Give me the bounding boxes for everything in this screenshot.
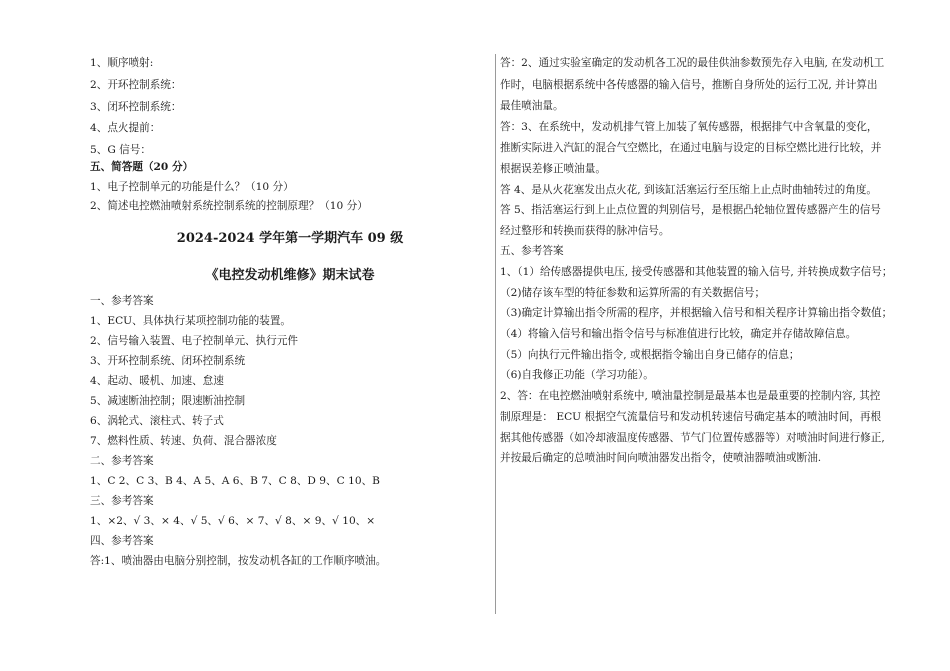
answer-line: （6)自我修正功能（学习功能）。: [500, 369, 654, 381]
column-divider: [495, 54, 496, 614]
answer-line: （3)确定计算输出指令所需的程序，并根据输入信号和相关程序计算输出指令数值；: [500, 307, 893, 319]
answer-line: 1、C 2、C 3、B 4、A 5、A 6、B 7、C 8、D 9、C 10、B: [90, 475, 380, 487]
answer-line: 答 4、是从火花塞发出点火花, 到该缸活塞运行至压缩上止点时曲轴转过的角度。: [500, 184, 878, 196]
answer-line: 1、（1）给传感器提供电压, 接受传感器和其他装置的输入信号, 并转换成数字信号；: [500, 266, 893, 278]
term-item-3: 3、闭环控制系统：: [90, 101, 182, 113]
answer-line: 四、参考答案: [90, 535, 154, 547]
term-item-4: 4、点火提前：: [90, 122, 161, 134]
answer-line: （2)储存该车型的特征参数和运算所需的有关数据信号；: [500, 287, 766, 299]
answer-line: 答:1、喷油器由电脑分别控制，按发动机各缸的工作顺序喷油。: [90, 555, 387, 567]
answer-line: 5、减速断油控制；限速断油控制: [90, 395, 246, 407]
answer-line: 经过整形和转换而获得的脉冲信号。: [500, 225, 670, 237]
answer-line: 6、涡轮式、滚柱式、转子式: [90, 415, 224, 427]
answer-line: 答：2、通过实验室确定的发动机各工况的最佳供油参数预先存入电脑, 在发动机工: [500, 57, 885, 69]
answer-line: 作时，电脑根据系统中各传感器的输入信号，推断自身所处的运行工况, 并计算出: [500, 79, 878, 91]
answer-line: 根据误差修正喷油量。: [500, 163, 606, 175]
answer-line: 并按最后确定的总喷油时间向喷油器发出指令，使喷油器喷油或断油.: [500, 452, 822, 464]
answer-line: 4、起动、暖机、加速、怠速: [90, 375, 224, 387]
question-2: 2、简述电控燃油喷射系统控制系统的控制原理？（10 分）: [90, 200, 368, 212]
answer-line: 1、ECU、具体执行某项控制功能的装置。: [90, 315, 292, 327]
answer-line: 推断实际进入汽缸的混合气空燃比，在通过电脑与设定的目标空燃比进行比较，并: [500, 142, 882, 154]
answer-line: 2、信号输入装置、电子控制单元、执行元件: [90, 335, 299, 347]
answer-line: 二、参考答案: [90, 455, 154, 467]
answer-line: （5）向执行元件输出指令, 或根据指令输出自身已储存的信息；: [500, 349, 800, 361]
exam-title-line2: 《电控发动机维修》期末试卷: [205, 268, 375, 283]
answer-line: 制原理是： ECU 根据空气流量信号和发动机转速信号确定基本的喷油时间，再根: [500, 411, 882, 423]
answer-line: 1、×2、√ 3、× 4、√ 5、√ 6、× 7、√ 8、× 9、√ 10、×: [90, 515, 376, 527]
answer-line: 一、参考答案: [90, 295, 154, 307]
answer-line: 最佳喷油量。: [500, 100, 564, 112]
term-item-2: 2、开环控制系统：: [90, 79, 182, 91]
term-item-1: 1、顺序喷射:: [90, 57, 154, 69]
answer-line: 3、开环控制系统、闭环控制系统: [90, 355, 246, 367]
answer-line: 2、答：在电控燃油喷射系统中, 喷油量控制是最基本也是最重要的控制内容, 其控: [500, 390, 881, 402]
section5-heading: 五、简答题（20 分）: [90, 161, 194, 173]
question-1: 1、电子控制单元的功能是什么？（10 分）: [90, 181, 294, 193]
term-item-5: 5、G 信号：: [90, 144, 151, 156]
answer-line: 7、燃料性质、转速、负荷、混合器浓度: [90, 435, 277, 447]
answer-line: （4）将输入信号和输出指令信号与标准值进行比较，确定并存储故障信息。: [500, 328, 857, 340]
exam-title-line1: 2024-2024 学年第一学期汽车 09 级: [176, 231, 404, 246]
answer-line: 三、参考答案: [90, 495, 154, 507]
answer-line: 答 5、指活塞运行到上止点位置的判别信号，是根据凸轮轴位置传感器产生的信号: [500, 204, 881, 216]
answer-line: 答：3、在系统中，发动机排气管上加装了氧传感器，根据排气中含氧量的变化，: [500, 121, 878, 133]
section5-answer-heading: 五、参考答案: [500, 245, 564, 257]
answer-line: 据其他传感器（如冷却液温度传感器、节气门位置传感器等）对喷油时间进行修正,: [500, 432, 885, 444]
